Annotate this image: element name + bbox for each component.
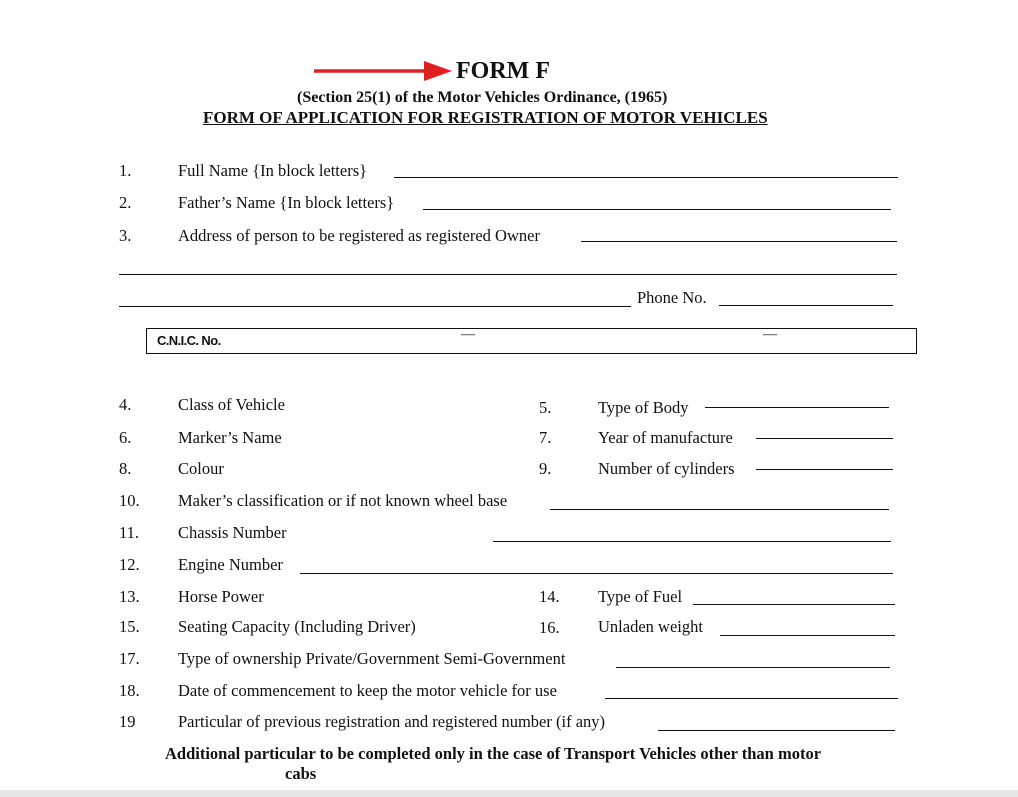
colour-label: Colour [178,459,224,478]
field-number: 17. [119,649,140,668]
previous-registration-field[interactable] [658,730,895,731]
field-number: 10. [119,491,140,510]
field-number: 19 [119,712,136,731]
engine-number-field[interactable] [300,573,893,574]
makers-classification-label: Maker’s classification or if not known wheel base [178,491,508,510]
field-number: 14. [539,587,560,606]
field-number: 7. [539,428,552,447]
type-of-ownership-label: Type of ownership Private/Government Semi-Government [178,649,566,668]
form-title: FORM F [456,58,550,84]
type-of-fuel-field[interactable] [693,604,895,605]
date-of-commencement-label: Date of commencement to keep the motor vehicle for use [178,681,557,700]
seating-capacity-label: Seating Capacity (Including Driver) [178,617,416,636]
address-field-line3[interactable] [119,306,631,307]
unladen-weight-label: Unladen weight [598,617,703,636]
field-number: 3. [119,226,132,245]
cnic-separator: — [461,327,475,342]
horse-power-label: Horse Power [178,587,264,606]
number-of-cylinders-label: Number of cylinders [598,459,735,478]
fathers-name-label: Father’s Name {In block letters} [178,193,395,212]
cnic-separator: — [763,327,777,342]
field-number: 16. [539,618,560,637]
field-number: 2. [119,193,132,212]
number-of-cylinders-field[interactable] [756,469,893,470]
class-of-vehicle-label: Class of Vehicle [178,395,285,414]
transport-vehicle-note-cont: cabs [285,764,317,783]
section-reference: (Section 25(1) of the Motor Vehicles Ordinance, (1965) [297,89,668,106]
cnic-label: C.N.I.C. No. [157,333,221,348]
page-bottom-edge [0,790,1018,797]
field-number: 15. [119,617,140,636]
cnic-box[interactable] [146,328,917,354]
field-number: 1. [119,161,132,180]
field-number: 6. [119,428,132,447]
previous-registration-label: Particular of previous registration and registered number (if any) [178,712,606,731]
field-number: 4. [119,395,132,414]
type-of-ownership-field[interactable] [616,667,890,668]
field-number: 8. [119,459,132,478]
phone-label: Phone No. [637,288,707,307]
chassis-number-field[interactable] [493,541,891,542]
makers-classification-field[interactable] [550,509,889,510]
full-name-label: Full Name {In block letters} [178,161,368,180]
field-number: 5. [539,398,552,417]
type-of-body-field[interactable] [705,407,889,408]
address-field-line1[interactable] [581,241,897,242]
type-of-body-label: Type of Body [598,398,689,417]
year-of-manufacture-label: Year of manufacture [598,428,733,447]
date-of-commencement-field[interactable] [605,698,898,699]
field-number: 12. [119,555,140,574]
form-heading: FORM OF APPLICATION FOR REGISTRATION OF MOTOR VEHICLES [203,108,768,127]
field-number: 11. [119,523,140,542]
year-of-manufacture-field[interactable] [756,438,893,439]
engine-number-label: Engine Number [178,555,283,574]
unladen-weight-field[interactable] [720,635,895,636]
field-number: 13. [119,587,140,606]
arrow-icon [312,60,454,82]
makers-name-label: Marker’s Name [178,428,282,447]
address-label: Address of person to be registered as registered Owner [178,226,540,245]
field-number: 18. [119,681,140,700]
fathers-name-field[interactable] [423,209,891,210]
chassis-number-label: Chassis Number [178,523,287,542]
phone-field[interactable] [719,305,893,306]
full-name-field[interactable] [394,177,898,178]
address-field-line2[interactable] [119,274,897,275]
field-number: 9. [539,459,552,478]
type-of-fuel-label: Type of Fuel [598,587,683,606]
transport-vehicle-note: Additional particular to be completed only in the case of Transport Vehicles other than motor [165,744,822,763]
